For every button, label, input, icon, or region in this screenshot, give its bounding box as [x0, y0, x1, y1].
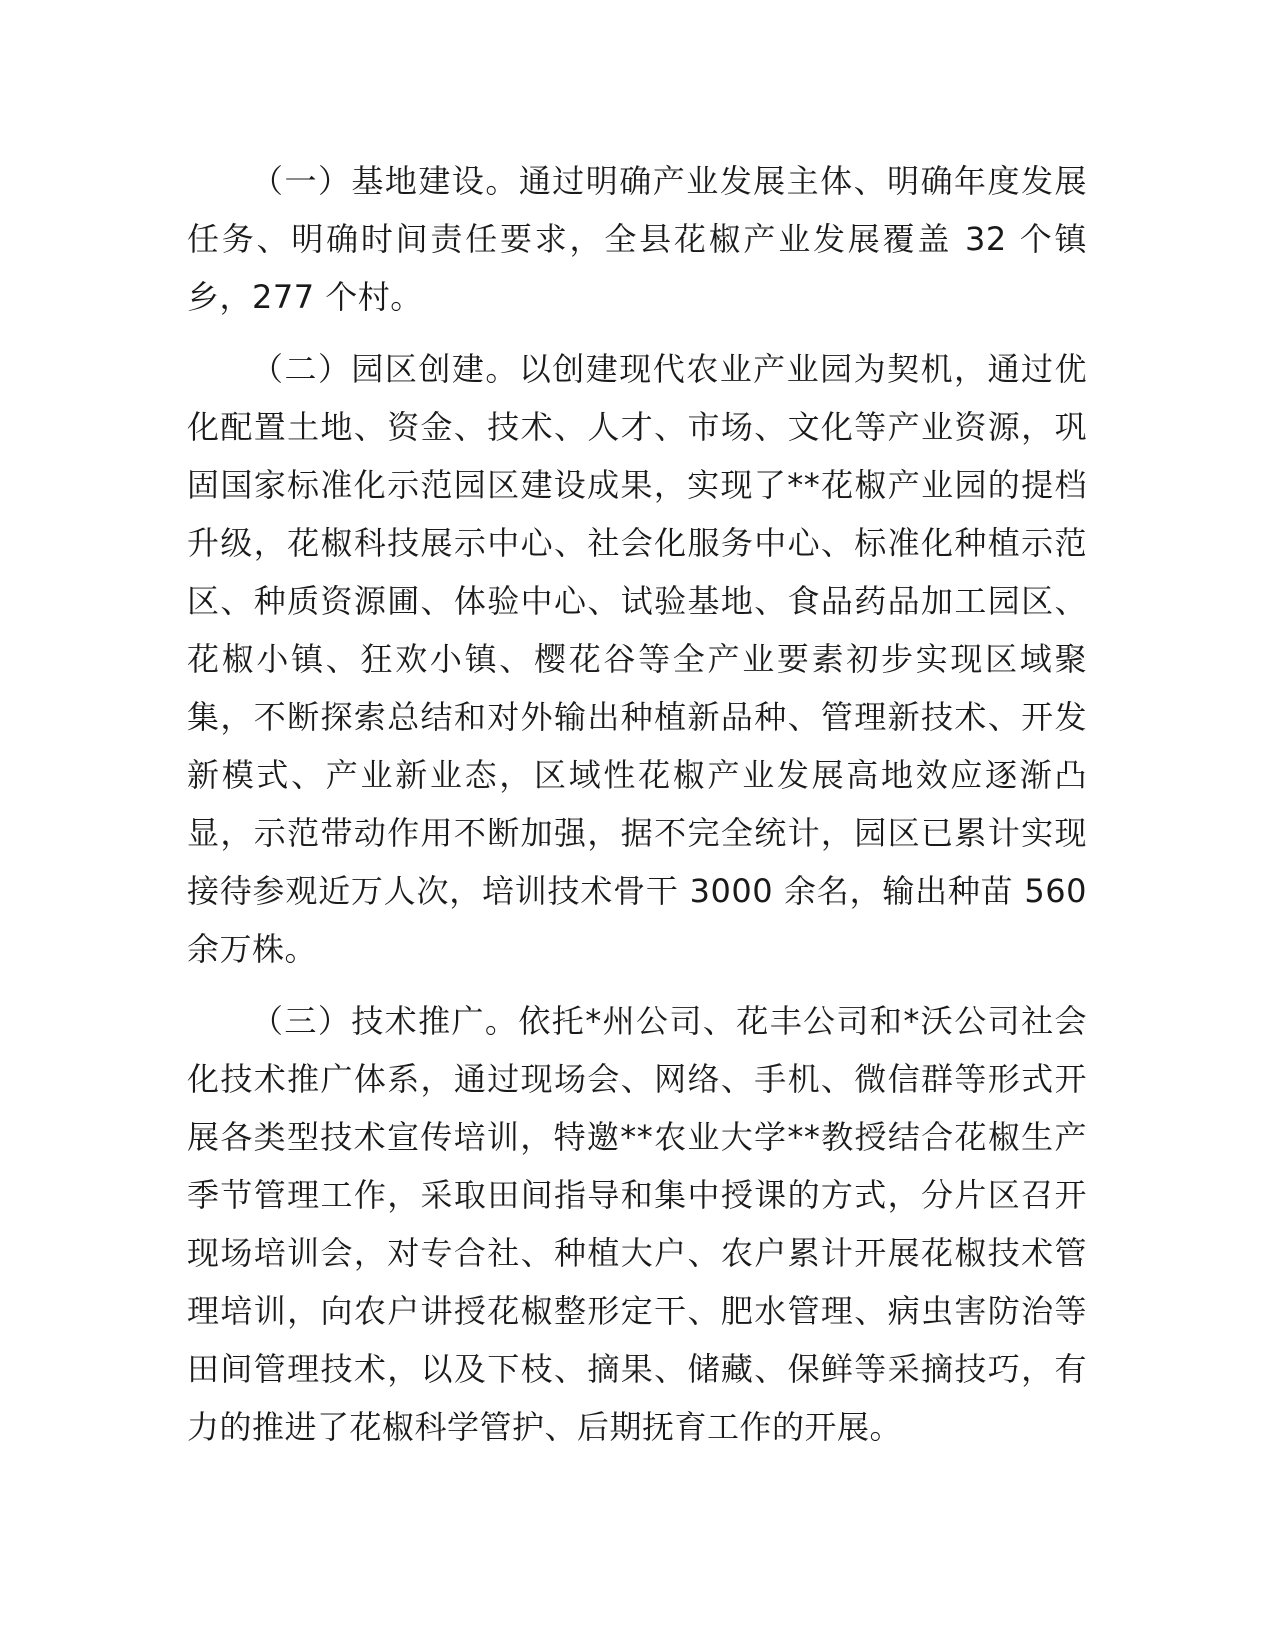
paragraph-park-creation: （二）园区创建。以创建现代农业产业园为契机，通过优化配置土地、资金、技术、人才、市场、文化等产业资源，巩固国家标准化示范园区建设成果，实现了**花椒产业园的提档升级，花椒科技展示中心、社会化服务中心、标准化种植示范区、种质资源圃、体验中心、试验基地、食品药品加工园区、花椒小镇、狂欢小镇、樱花谷等全产业要素初步实现区域聚集，不断探索总结和对外输出种植新品种、管理新技术、开发新模式、产业新业态，区域性花椒产业发展高地效应逐渐凸显，示范带动作用不断加强，据不完全统计，园区已累计实现接待参观近万人次，培训技术骨干 3000 余名，输出种苗 560 余万株。 [187, 350, 1087, 968]
paragraph-technology-promotion: （三）技术推广。依托*州公司、花丰公司和*沃公司社会化技术推广体系，通过现场会、网络、手机、微信群等形式开展各类型技术宣传培训，特邀**农业大学**教授结合花椒生产季节管理工作，采取田间指导和集中授课的方式，分片区召开现场培训会，对专合社、种植大户、农户累计开展花椒技术管理培训，向农户讲授花椒整形定干、肥水管理、病虫害防治等田间管理技术，以及下枝、摘果、储藏、保鲜等采摘技巧，有力的推进了花椒科学管护、后期抚育工作的开展。 [187, 1002, 1087, 1446]
paragraph-base-construction: （一）基地建设。通过明确产业发展主体、明确年度发展任务、明确时间责任要求，全县花椒产业发展覆盖 32 个镇乡，277 个村。 [187, 162, 1087, 316]
document-body [187, 152, 1087, 1470]
